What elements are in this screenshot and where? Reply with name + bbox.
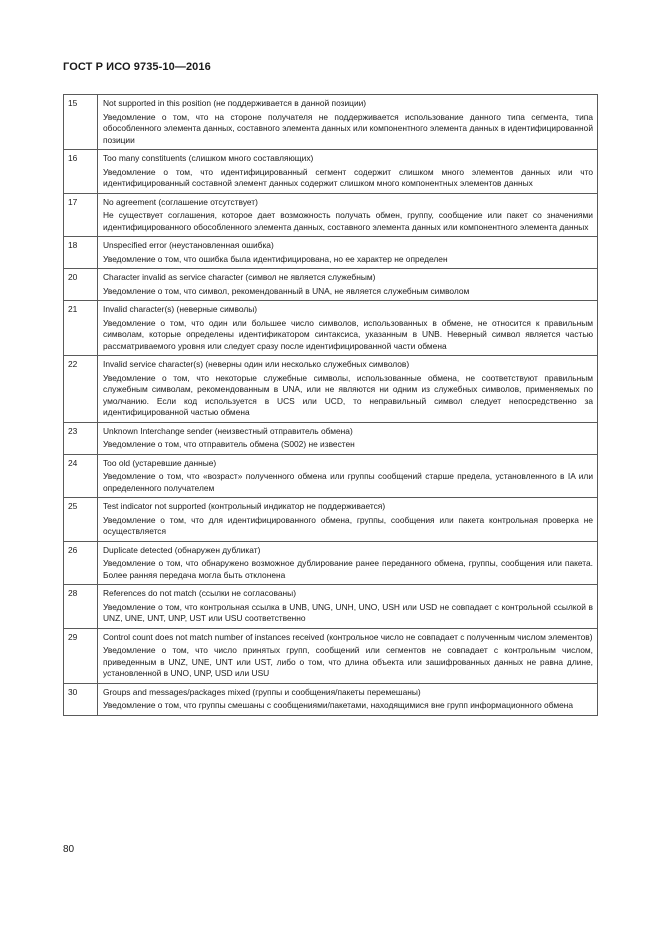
table-row (64, 95, 598, 150)
error-description: Уведомление о том, что на стороне получателя не поддерживается использование данного типа сегмента, типа обособленного элемента данных, составного элемента данных или компонентного элемента данных в идентифицированной позиции (103, 111, 593, 145)
error-title: References do not match (ссылки не согласованы) (103, 588, 296, 598)
table-row (64, 301, 598, 356)
error-description: Уведомление о том, что контрольная ссылка в UNB, UNG, UNH, UNO, USH или USD не совпадает с контрольной ссылкой в UNZ, UNE, UNT, UNP, UST или USU соответственно (103, 601, 593, 623)
error-code: 18 (64, 237, 98, 269)
error-description-cell (98, 301, 598, 356)
error-description: Уведомление о том, что отправитель обмена (S002) не известен (103, 439, 355, 449)
error-code: 26 (64, 541, 98, 585)
error-code: 16 (64, 150, 98, 194)
error-description-cell (98, 683, 598, 715)
error-title: Control count does not match number of instances received (контрольное число не совпадает с полученным числом элементов) (103, 631, 593, 642)
error-description: Уведомление о том, что обнаружено возможное дублирование ранее переданного обмена, группы, сообщения или пакета. Более ранняя передача могла быть отклонена (103, 558, 593, 580)
error-title: No agreement (соглашение отсутствует) (103, 196, 258, 207)
table-row (64, 498, 598, 542)
error-title: Not supported in this position (не поддерживается в данной позиции) (103, 98, 367, 108)
error-description: Уведомление о том, что идентифицированный сегмент содержит слишком много элементов данных или что идентифицированный составной элемент данных содержит слишком много компонентных элементов данных (103, 166, 593, 188)
error-description: Не существует соглашения, которое дает возможность получать обмен, группу, сообщение или пакет со значениями идентифицированного обособленного элемента данных, составного элемента данных или компонентного элемента данных (103, 210, 593, 232)
error-description-cell (98, 356, 598, 423)
error-description: Уведомление о том, что символ, рекомендованный в UNA, не является служебным символом (103, 285, 470, 296)
error-description-cell (98, 628, 598, 683)
error-code: 20 (64, 269, 98, 301)
error-description-cell (98, 95, 598, 150)
error-title: Too many constituents (слишком много составляющих) (103, 153, 314, 163)
table-row (64, 683, 598, 715)
table-row (64, 237, 598, 269)
error-title: Invalid character(s) (неверные символы) (103, 304, 258, 314)
table-row (64, 541, 598, 585)
error-code: 24 (64, 454, 98, 498)
error-code: 29 (64, 628, 98, 683)
error-description-cell (98, 541, 598, 585)
error-description-cell (98, 193, 598, 237)
error-description: Уведомление о том, что ошибка была идентифицирована, но ее характер не определен (103, 253, 448, 264)
error-title: Unspecified error (неустановленная ошибка) (103, 240, 274, 250)
error-code: 23 (64, 422, 98, 454)
page-number: 80 (63, 844, 75, 855)
error-description: Уведомление о том, что для идентифицированного обмена, группы, сообщения или пакета контрольная проверка не осуществляется (103, 514, 593, 536)
error-title: Unknown Interchange sender (неизвестный отправитель обмена) (103, 425, 353, 436)
table-row (64, 150, 598, 194)
error-description-cell (98, 269, 598, 301)
error-code: 25 (64, 498, 98, 542)
error-code: 21 (64, 301, 98, 356)
error-title: Invalid service character(s) (неверны один или несколько служебных символов) (103, 359, 410, 369)
error-code: 17 (64, 193, 98, 237)
table-row (64, 193, 598, 237)
error-code: 22 (64, 356, 98, 423)
error-code: 15 (64, 95, 98, 150)
error-description-cell (98, 237, 598, 269)
error-description-cell (98, 150, 598, 194)
table-row (64, 422, 598, 454)
error-description: Уведомление о том, что число принятых групп, сообщений или сегментов не совпадает с контрольным числом, приведенным в UNZ, UNE, UNT или UST, либо о том, что длина объекта или зашифрованных данных не равна длине, установленной в UNO, UNP, USD или USU (103, 645, 593, 678)
error-title: Duplicate detected (обнаружен дубликат) (103, 544, 261, 555)
table-row (64, 454, 598, 498)
error-title: Character invalid as service character (символ не является служебным) (103, 272, 376, 282)
error-description: Уведомление о том, что один или большее число символов, использованных в обмене, не относится к правильным символам, которые определены идентификатором синтаксиса, указанным в UNB. Неверный символ является частью рассматриваемого уровня или следует сразу после идентифицированной части обмена (103, 317, 593, 351)
table-row (64, 585, 598, 629)
error-title: Groups and messages/packages mixed (группы и сообщения/пакеты перемешаны) (103, 686, 421, 697)
error-code-table (63, 94, 598, 716)
error-title: Test indicator not supported (контрольный индикатор не поддерживается) (103, 501, 386, 511)
document-header: ГОСТ Р ИСО 9735-10—2016 (63, 61, 211, 73)
error-description: Уведомление о том, что «возраст» полученного обмена или группы сообщений старше предела, установленного в IA или определенного получателем (103, 471, 593, 493)
table-body (64, 95, 598, 716)
error-description-cell (98, 585, 598, 629)
error-title: Too old (устаревшие данные) (103, 457, 217, 468)
error-code: 30 (64, 683, 98, 715)
error-description: Уведомление о том, что некоторые служебные символы, использованные обмена, не соответствуют правильным служебным символам, рекомендованным в UNA, или не являются ни одним из служебных символов, применяемых по умолчанию. Если код используется в UCS или UCD, то неправильный символ следует непосредственно за идентифицированной частью обмена (103, 372, 593, 417)
error-description-cell (98, 422, 598, 454)
error-description-cell (98, 498, 598, 542)
error-description: Уведомление о том, что группы смешаны с сообщениями/пакетами, находящимися вне групп информационного обмена (103, 700, 574, 710)
error-code: 28 (64, 585, 98, 629)
error-description-cell (98, 454, 598, 498)
table-row (64, 628, 598, 683)
table-row (64, 356, 598, 423)
table-row (64, 269, 598, 301)
